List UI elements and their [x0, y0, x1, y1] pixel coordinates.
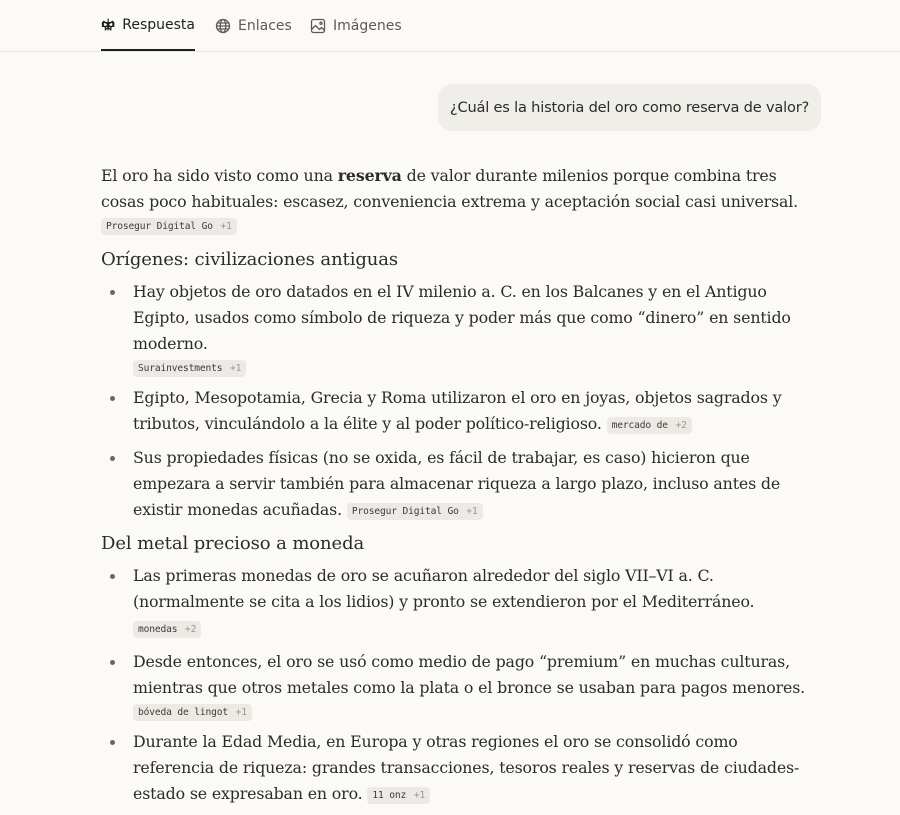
user-query-bubble — [438, 84, 821, 131]
list-item-text: Hay objetos de oro datados en el IV milenio a. C. en los Balcanes y en el Antiguo Egipto, usados como símbolo de riqueza y poder más que como “dinero” en sentido moderno. — [133, 282, 791, 353]
bullet-list — [101, 279, 821, 523]
intro-text-after: de valor durante milenios porque combina tres cosas poco habituales: escasez, conveniencia extrema y aceptación social casi universal. — [101, 166, 799, 211]
list-item — [101, 649, 821, 721]
tab-respuesta[interactable] — [101, 0, 195, 51]
bullet-list — [101, 563, 821, 807]
citation-source: Prosegur Digital Go — [351, 506, 459, 517]
list-item-text: Las primeras monedas de oro se acuñaron alrededor del siglo VII–VI a. C. (normalmente se cita a los lidios) y pronto se extendieron por el Mediterráneo. — [133, 566, 755, 611]
tab-respuesta-label: Respuesta — [122, 16, 195, 33]
list-item — [101, 279, 821, 377]
citation-chip[interactable] — [133, 704, 252, 721]
citation-chip[interactable] — [607, 417, 692, 434]
tab-bar — [0, 0, 900, 52]
list-item — [101, 385, 821, 437]
citation-more-count: +1 — [220, 221, 232, 232]
list-item-text: Egipto, Mesopotamia, Grecia y Roma utilizaron el oro en joyas, objetos sagrados y tributos, vinculándolo a la élite y al poder político-religioso. — [133, 388, 782, 433]
citation-source: Prosegur Digital Go — [106, 221, 213, 232]
citation-source: monedas — [138, 624, 178, 635]
tab-enlaces-label: Enlaces — [238, 17, 292, 34]
tab-imagenes-label: Imágenes — [333, 17, 402, 34]
answer-body — [101, 163, 821, 815]
citation-more-count: +1 — [230, 363, 242, 374]
citation-chip[interactable] — [133, 621, 201, 638]
user-query-text: ¿Cuál es la historia del oro como reserva de valor? — [449, 99, 810, 116]
citation-chip[interactable] — [133, 360, 246, 377]
citation-chip[interactable] — [101, 218, 237, 235]
perplexity-logo-icon — [101, 16, 115, 33]
list-item — [101, 445, 821, 523]
intro-bold-word: reserva — [337, 166, 402, 185]
tab-imagenes[interactable] — [310, 0, 402, 51]
citation-more-count: +2 — [675, 420, 687, 431]
citation-more-count: +1 — [235, 707, 247, 718]
list-item — [101, 729, 821, 807]
image-icon — [310, 18, 326, 34]
citation-source: bóveda de lingot — [138, 707, 229, 718]
intro-text-before: El oro ha sido visto como una — [101, 166, 338, 185]
list-item-text: Durante la Edad Media, en Europa y otras regiones el oro se consolidó como referencia de riqueza: grandes transacciones, tesoros reales y reservas de ciudades-estado se expresaban en oro. — [133, 732, 800, 803]
list-item — [101, 563, 821, 641]
list-item-text: Sus propiedades físicas (no se oxida, es fácil de trabajar, es caso) hicieron que empezara a servir también para almacenar riqueza a largo plazo, incluso antes de existir monedas acuñadas. — [133, 448, 781, 519]
tab-enlaces[interactable] — [215, 0, 292, 51]
citation-chip[interactable] — [347, 503, 483, 520]
citation-more-count: +1 — [413, 790, 426, 801]
section-heading: Del metal precioso a moneda — [101, 533, 365, 554]
citation-more-count: +1 — [466, 506, 478, 517]
globe-icon — [215, 18, 231, 34]
list-item-text: Desde entonces, el oro se usó como medio de pago “premium” en muchas culturas, mientras que otros metales como la plata o el bronce se usaban para pagos menores. — [133, 652, 806, 697]
citation-source: mercado de — [611, 420, 668, 431]
citation-source: 11 onz — [372, 790, 407, 801]
answer-intro — [101, 163, 821, 235]
citation-more-count: +2 — [185, 624, 197, 635]
citation-source: Surainvestments — [138, 363, 223, 374]
citation-chip[interactable] — [367, 787, 430, 804]
section-heading: Orígenes: civilizaciones antiguas — [101, 249, 399, 270]
